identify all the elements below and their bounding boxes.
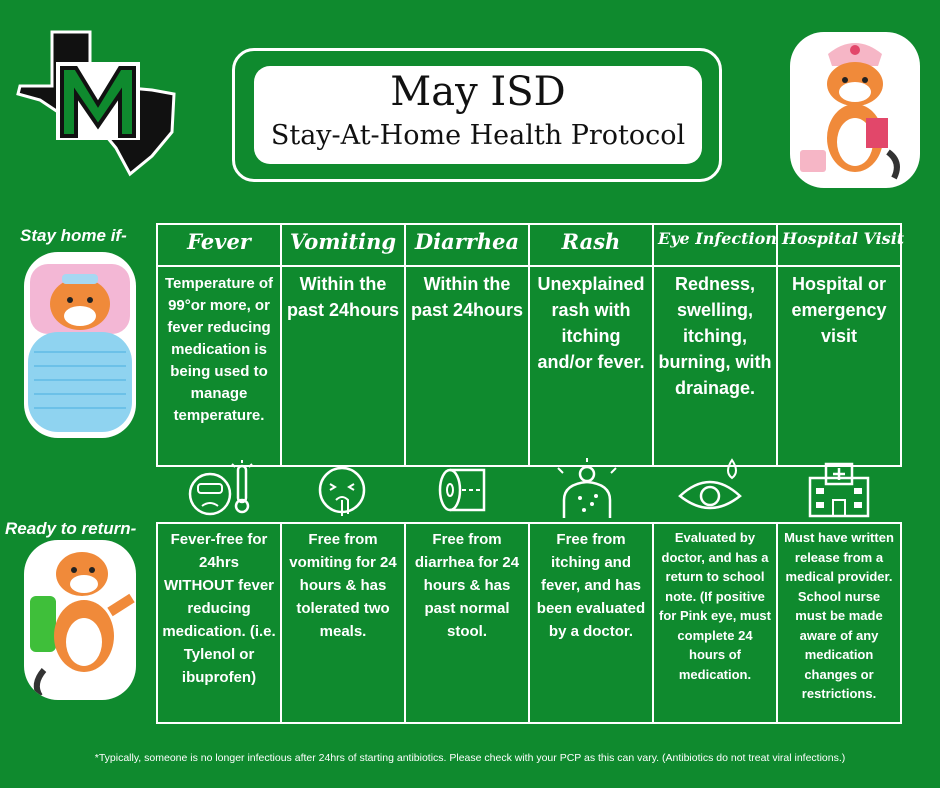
toilet-paper-icon bbox=[436, 466, 496, 516]
header-hospital-visit: Hospital Visit bbox=[777, 224, 901, 266]
stay-home-table bbox=[156, 223, 905, 467]
return-rash-cell: Free from itching and fever, and has been evaluated by a doctor. bbox=[529, 523, 653, 723]
stay-home-row bbox=[157, 266, 901, 466]
sick-tiger-mascot bbox=[24, 252, 136, 438]
return-eye-cell: Evaluated by doctor, and has a return to school note. (If positive for Pink eye, must complete 24 hours of medication. bbox=[653, 523, 777, 723]
page-subtitle: Stay-At-Home Health Protocol bbox=[270, 120, 686, 151]
hospital-building-icon bbox=[806, 460, 872, 518]
title-box bbox=[254, 66, 702, 164]
stay-rash-cell: Unexplained rash with itching and/or fever. bbox=[529, 266, 653, 466]
return-vomiting-cell: Free from vomiting for 24 hours & has tolerated two meals. bbox=[281, 523, 405, 723]
header-eye-infection: Eye Infection bbox=[653, 224, 777, 266]
stay-eye-cell: Redness, swelling, itching, burning, with drainage. bbox=[653, 266, 777, 466]
school-tiger-image bbox=[24, 540, 136, 700]
may-isd-texas-logo bbox=[12, 28, 182, 178]
footnote: *Typically, someone is no longer infectious after 24hrs of starting antibiotics. Please check with your PCP as this can vary. (Antibiotics do not treat viral infections.) bbox=[94, 752, 846, 764]
school-tiger-mascot bbox=[24, 540, 136, 700]
vomiting-face-icon bbox=[312, 462, 372, 520]
ready-return-label: Ready to return- bbox=[5, 519, 137, 538]
header-rash: Rash bbox=[529, 224, 653, 266]
return-fever-cell: Fever-free for 24hrs WITHOUT fever reducing medication. (i.e. Tylenol or ibuprofen) bbox=[157, 523, 281, 723]
eye-drop-icon bbox=[676, 458, 748, 518]
stay-home-label: Stay home if- bbox=[20, 226, 127, 245]
return-row bbox=[157, 523, 901, 723]
return-hospital-cell: Must have written release from a medical provider. School nurse must be made aware of any medication changes or restrictions. bbox=[777, 523, 901, 723]
header-fever: Fever bbox=[157, 224, 281, 266]
page-title: May ISD bbox=[390, 69, 566, 115]
header-diarrhea: Diarrhea bbox=[405, 224, 529, 266]
stay-vomiting-cell: Within the past 24hours bbox=[281, 266, 405, 466]
stay-hospital-cell: Hospital or emergency visit bbox=[777, 266, 901, 466]
sick-face-thermometer-icon bbox=[184, 460, 264, 520]
ready-return-table bbox=[156, 522, 902, 724]
stay-fever-cell: Temperature of 99°or more, or fever reducing medication is being used to manage temperature. bbox=[157, 266, 281, 466]
stay-diarrhea-cell: Within the past 24hours bbox=[405, 266, 529, 466]
header-row bbox=[157, 224, 901, 266]
header-vomiting: Vomiting bbox=[281, 224, 405, 266]
rash-body-icon bbox=[552, 458, 622, 520]
return-diarrhea-cell: Free from diarrhea for 24 hours & has past normal stool. bbox=[405, 523, 529, 723]
nurse-tiger-mascot bbox=[790, 32, 920, 188]
nurse-tiger-image bbox=[790, 32, 920, 188]
sick-tiger-image bbox=[24, 252, 136, 438]
